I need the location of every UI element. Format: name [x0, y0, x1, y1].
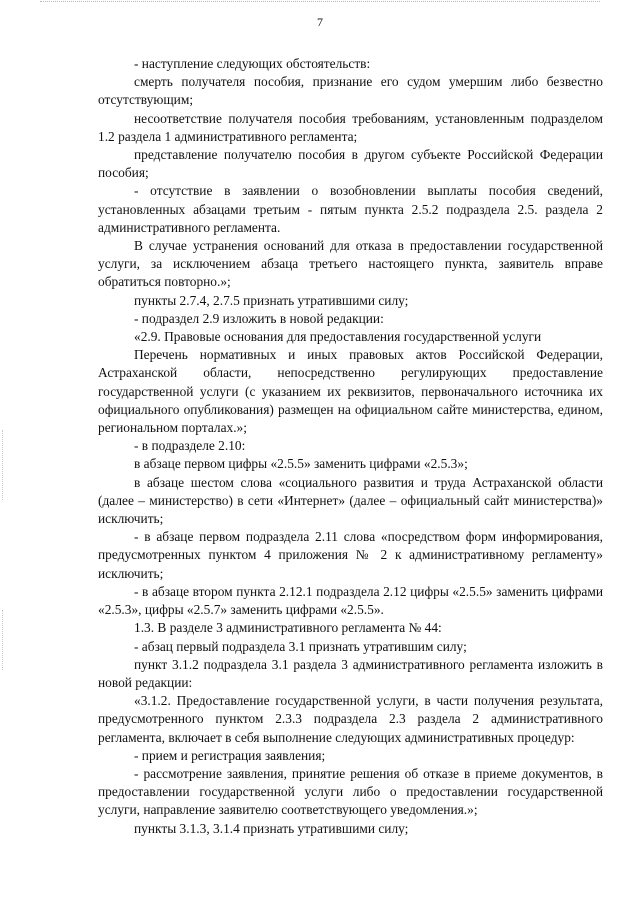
paragraph: - прием и регистрация заявления; [134, 747, 326, 763]
paragraph: Перечень нормативных и иных правовых актов Российской Федерации, Астраханской области, непосредственно регулирующих предоставление государственной услуги (с указанием их реквизитов, первоначального источника их официального опубликования) размещен на официальном сайте министерства, едином, региональном порталах.»; [98, 347, 603, 436]
page-number: 7 [317, 15, 323, 29]
paragraph: представление получателю пособия в другом субъекте Российской Федерации пособия; [98, 147, 603, 181]
paragraph: пункты 2.7.4, 2.7.5 признать утратившими силу; [134, 292, 409, 308]
paragraph: - отсутствие в заявлении о возобновлении выплаты пособия сведений, установленных абзацами третьим - пятым пункта 2.5.2 подраздела 2.5. раздела 2 административного регламента. [98, 183, 603, 235]
paragraph: в абзаце шестом слова «социального развития и труда Астраханской области (далее – министерство) в сети «Интернет» (далее – официальный сайт министерства)» исключить; [98, 474, 603, 527]
section-heading: «2.9. Правовые основания для предоставления государственной услуги [134, 329, 542, 345]
paragraph: несоответствие получателя пособия требованиям, установленным подразделом 1.2 раздела 1 административного регламента; [98, 110, 603, 144]
paragraph: пункт 3.1.2 подраздела 3.1 раздела 3 административного регламента изложить в новой редакции: [98, 656, 603, 690]
paragraph: в абзаце первом цифры «2.5.5» заменить цифрами «2.5.3»; [134, 456, 468, 472]
paragraph: «3.1.2. Предоставление государственной услуги, в части получения результата, предусмотренного пунктом 2.3.3 подраздела 2.3 раздела 2 административного регламента, включает в себя выполнение следующих административных процедур: [98, 693, 603, 745]
paragraph: - в подразделе 2.10: [134, 438, 246, 454]
paragraph: 1.3. В разделе 3 административного регламента № 44: [134, 620, 442, 636]
paragraph: - рассмотрение заявления, принятие решения об отказе в приеме документов, в предоставлении государственной услуги либо о предоставлении государственной услуги, направление заявителю соответствующего уведомления.»; [98, 765, 603, 818]
paragraph: - подраздел 2.9 изложить в новой редакции: [134, 310, 384, 326]
scan-artifact-top [40, 1, 600, 4]
paragraph: пункты 3.1.3, 3.1.4 признать утратившими силу; [134, 820, 409, 836]
paragraph: - в абзаце первом подраздела 2.11 слова «посредством форм информирования, предусмотренных пунктом 4 приложения № 2 к административному регламенту» исключить; [98, 529, 603, 581]
paragraph: - в абзаце втором пункта 2.12.1 подраздела 2.12 цифры «2.5.5» заменить цифрами «2.5.3», цифры «2.5.7» заменить цифрами «2.5.5». [98, 583, 603, 618]
document-body [98, 55, 603, 838]
paragraph: - наступление следующих обстоятельств: [134, 56, 371, 71]
margin-mark [2, 610, 4, 670]
margin-mark [2, 430, 4, 500]
paragraph: смерть получателя пособия, признание его судом умершим либо безвестно отсутствующим; [98, 74, 603, 108]
paragraph: В случае устранения оснований для отказа в предоставлении государственной услуги, за исключением абзаца третьего настоящего пункта, заявитель вправе обратиться повторно.»; [98, 238, 603, 290]
paragraph: - абзац первый подраздела 3.1 признать утратившим силу; [134, 638, 467, 654]
